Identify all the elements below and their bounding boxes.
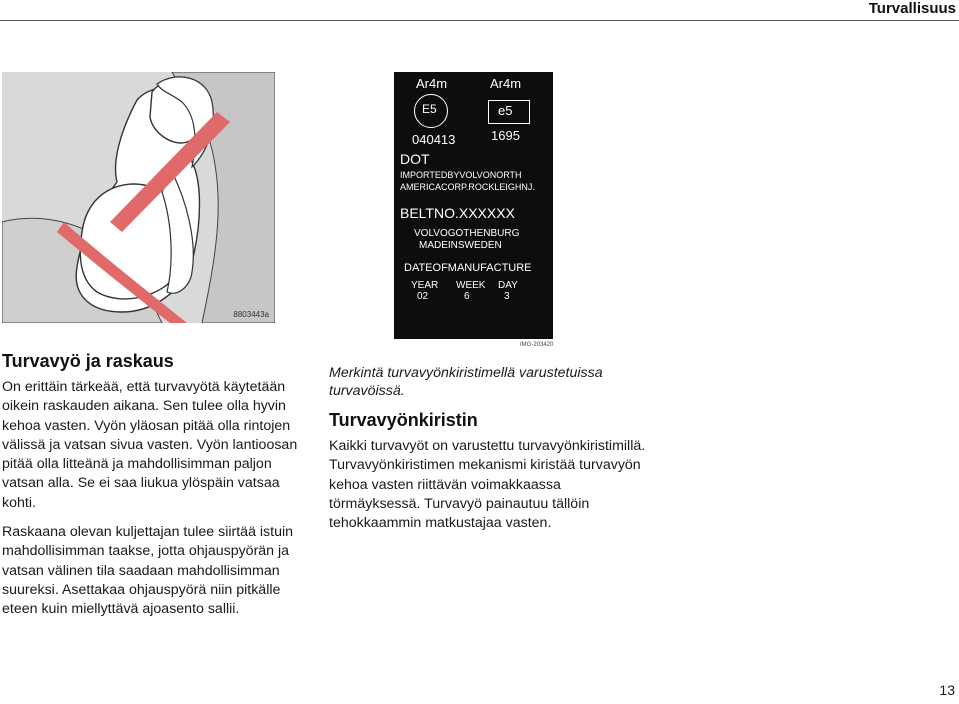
left-column	[2, 351, 312, 630]
label-made-line1: VOLVOGOTHENBURG	[414, 228, 520, 239]
paragraph-pretensioner: Kaikki turvavyöt on varustettu turvavyönkiristimillä. Turvavyönkiristimen mekanismi kiristää turvavyön kehoa vasten riittävän voimakkaassa törmäyksessä. Turvavyö painautuu tällöin tehokkaammin matkustajaa vasten.	[329, 438, 646, 532]
section-heading-pretensioner: Turvavyönkiristin	[329, 410, 478, 430]
pregnant-seatbelt-illustration	[2, 72, 275, 323]
label-approval-left: Ar4m	[416, 76, 448, 91]
paragraph-pregnancy-1: On erittäin tärkeää, että turvavyötä käytetään oikein raskauden aikana. Sen tulee olla hyvin kehoa vasten. Vyön yläosan pitää olla rintojen välissä ja vatsan sivua vasten. Vyön lantioosan pitää olla litteänä ja mahdollisimman paljon vatsan alla. Se ei saa liukua ylöspäin vatsaa kohti.	[2, 379, 298, 511]
section-heading-pregnancy: Turvavyö ja raskaus	[2, 351, 174, 371]
right-column	[329, 364, 649, 543]
pregnant-seatbelt-drawing	[2, 72, 275, 323]
label-day-value: 3	[504, 291, 510, 302]
paragraph-pregnancy-2: Raskaana olevan kuljettajan tulee siirtää istuin mahdollisimman taakse, jotta ohjauspyörän ja vatsan välinen tila saadaan mahdollisimman suureksi. Asettakaa ohjauspyörä niin pitkälle eteen kuin miellyttävä ajoasento sallii.	[2, 524, 294, 618]
label-week-heading: WEEK	[456, 280, 486, 291]
label-year-value: 02	[417, 291, 429, 302]
page-number: 13	[939, 682, 955, 698]
label-week-value: 6	[464, 291, 470, 302]
label-number-right: 1695	[491, 128, 520, 143]
label-day-heading: DAY	[498, 280, 518, 291]
label-belt-number: BELTNO.XXXXXX	[400, 205, 515, 221]
illustration-code: 8803443a	[233, 310, 269, 319]
label-emark-right: e5	[498, 103, 513, 118]
label-caption: Merkintä turvavyönkiristimellä varustetuissa turvavöissä.	[329, 365, 603, 399]
label-approval-right: Ar4m	[490, 76, 522, 91]
pretensioner-label-image	[394, 72, 553, 339]
label-imported-line1: IMPORTEDBYVOLVONORTH	[400, 170, 522, 180]
label-date-of-manufacture: DATEOFMANUFACTURE	[404, 262, 532, 274]
page-header-title: Turvallisuus	[868, 0, 956, 17]
label-image-code: IMG-203420	[520, 342, 554, 348]
label-emark-left: E5	[422, 102, 437, 116]
label-dot: DOT	[400, 151, 430, 167]
label-made-line2: MADEINSWEDEN	[419, 240, 502, 251]
header-rule	[0, 20, 959, 21]
label-year-heading: YEAR	[411, 280, 439, 291]
label-number-left: 040413	[412, 132, 456, 147]
label-imported-line2: AMERICACORP.ROCKLEIGHNJ.	[400, 182, 535, 192]
